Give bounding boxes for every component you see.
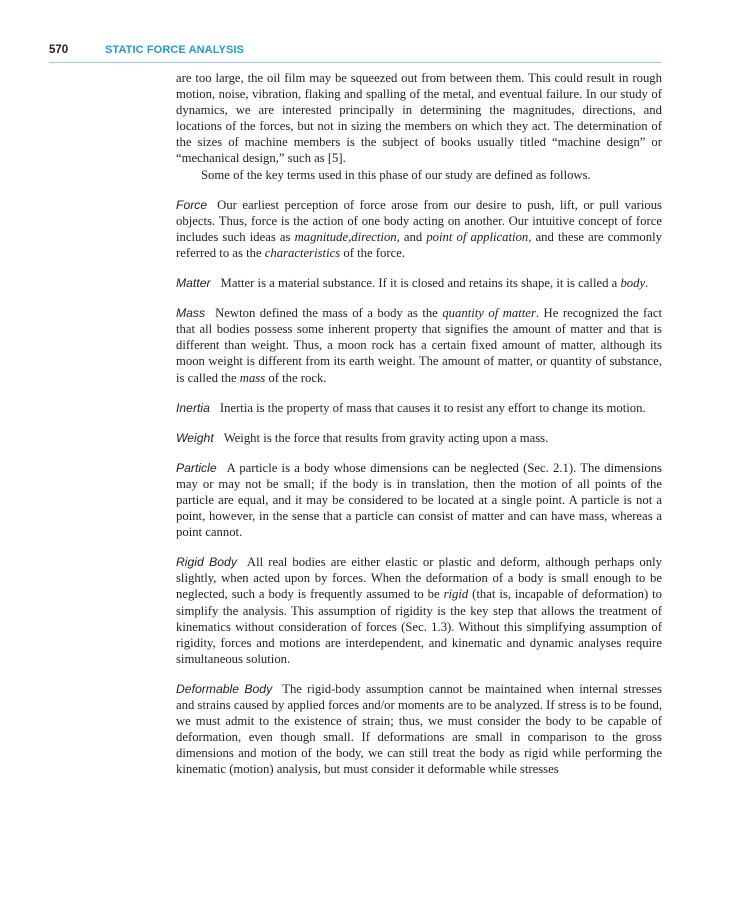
- term-matter: Matter: [176, 276, 211, 291]
- term-rigid-body: Rigid Body: [176, 555, 237, 570]
- chapter-title: STATIC FORCE ANALYSIS: [105, 44, 244, 56]
- definition-rigid-body: Rigid Body All real bodies are either elastic or plastic and deform, although perhaps only slightly, when acted upon by forces. When the deformation of a body is small enough to be neglected, such a body is frequently assumed to be rigid (that is, incapable of deformation) to simplify the analysis. This assumption of rigidity is the key step that allows the treatment of kinematics without consideration of forces (Sec. 1.3). Without this simplifying assumption of rigidity, forces and motions are interdependent, and kinematic and dynamic analyses require simultaneous solution.: [176, 555, 662, 666]
- definition-inertia: Inertia Inertia is the property of mass that causes it to resist any effort to change its motion.: [176, 400, 646, 415]
- definition-deformable-body: Deformable Body The rigid-body assumption cannot be maintained when internal stresses and strains caused by applied forces and/or moments are to be analyzed. If stress is to be found, we must admit to the existence of strain; thus, we must consider the body to be capable of deformation, even though small. If deformations are small in comparison to the gross dimensions and motion of the body, we can still treat the body as rigid while performing the kinematic (motion) analysis, but must consider it deformable while stresses: [176, 681, 662, 777]
- running-head: [49, 44, 662, 63]
- page-number: 570: [49, 44, 69, 56]
- term-force: Force: [176, 197, 208, 212]
- term-mass: Mass: [176, 306, 206, 321]
- definition-mass: Mass Newton defined the mass of a body as the quantity of matter. He recognized the fact that all bodies possess some inherent property that signifies the amount of matter and that is different than weight. Thus, a moon rock has a certain fixed amount of matter, although its moon weight is different from its earth weight. The amount of matter, or quantity of substance, is called the mass of the rock.: [176, 306, 662, 385]
- term-deformable-body: Deformable Body: [176, 681, 273, 696]
- definition-force: Force Our earliest perception of force arose from our desire to push, lift, or pull various objects. Thus, force is the action of one body acting on another. Our intuitive concept of force includes such ideas as magnitude,direction, and point of application, and these are commonly referred to as the characteristics of the force.: [176, 197, 662, 260]
- term-particle: Particle: [176, 460, 217, 475]
- intro-paragraph: are too large, the oil film may be squeezed out from between them. This could result in rough motion, noise, vibration, flaking and spalling of the metal, and eventual failure. In our study of dynamics, we are interested principally in determining the magnitudes, directions, and locations of the forces, but not in sizing the members on which they act. The determination of the sizes of machine members is the subject of books usually titled “machine design” or “mechanical design,” such as [5].: [176, 71, 662, 166]
- definition-particle: Particle A particle is a body whose dimensions can be neglected (Sec. 2.1). The dimensions may or may not be small; if the body is in translation, then the motion of all points of the particle are equal, and it may be considered to be located at a single point. A particle is not a point, however, in the sense that a particle can consist of matter and can have mass, whereas a point cannot.: [176, 460, 662, 540]
- body-text: [176, 70, 662, 777]
- term-weight: Weight: [176, 430, 214, 445]
- definition-weight: Weight Weight is the force that results from gravity acting upon a mass.: [176, 430, 549, 445]
- term-inertia: Inertia: [176, 400, 210, 415]
- intro-paragraph-2: Some of the key terms used in this phase of our study are defined as follows.: [201, 167, 591, 182]
- definition-matter: Matter Matter is a material substance. If it is closed and retains its shape, it is called a body.: [176, 276, 649, 291]
